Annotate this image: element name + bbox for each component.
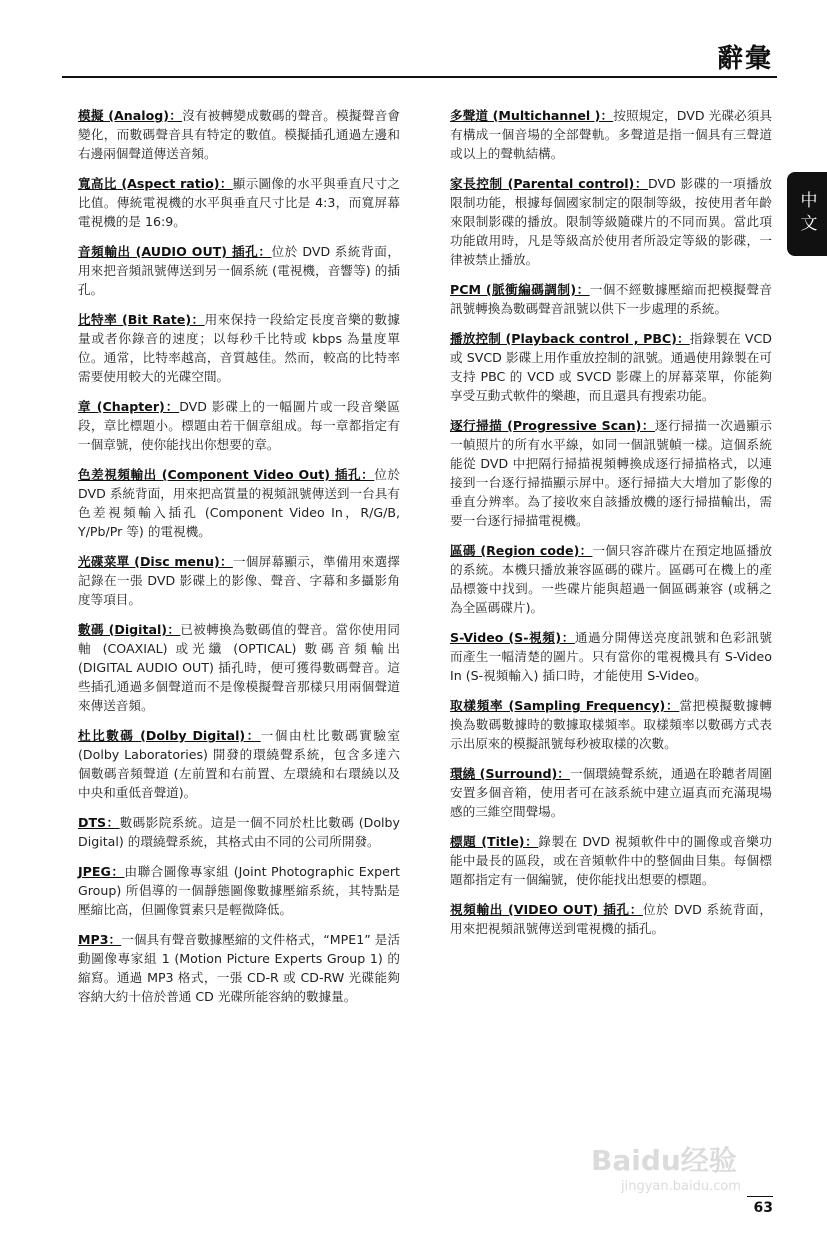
glossary-entry bbox=[450, 900, 772, 938]
glossary-term: 色差視頻輸出 (Component Video Out) 插孔： bbox=[78, 467, 375, 482]
glossary-definition: 沒有被轉變成數碼的聲音。模擬聲音會變化，而數碼聲音具有特定的數值。模擬插孔通過左邊和右邊兩個聲道傳送音頻。 bbox=[78, 108, 401, 161]
glossary-definition: 指錄製在 VCD 或 SVCD 影碟上用作重放控制的訊號。通過使用錄製在可支持 PBC 的 VCD 或 SVCD 影碟上的屏幕菜單，你能夠享受互動式軟件的樂趣，而且還具有搜索功能。 bbox=[450, 331, 772, 403]
glossary-definition: 當把模擬數據轉換為數碼數據時的數據取樣頻率。取樣頻率以數碼方式表示出原來的模擬訊號每秒被取樣的次數。 bbox=[450, 698, 773, 751]
page-title: 辭彙 bbox=[716, 44, 773, 74]
footer-rule bbox=[747, 1196, 773, 1197]
glossary-entry bbox=[450, 832, 772, 889]
header-rule bbox=[62, 76, 777, 78]
glossary-definition: 逐行掃描一次過顯示一幀照片的所有水平線，如同一個訊號幀一樣。這個系統能從 DVD 中把隔行掃描視頻轉換成逐行掃描格式，以連接到一台逐行掃描顯示屏中。逐行掃描大大增加了影像的垂直分辨率。為了接收來自該播放機的逐行掃描輸出，需要一台逐行掃描電視機。 bbox=[450, 418, 773, 528]
glossary-definition: 已被轉換為數碼值的聲音。當你使用同軸 (COAXIAL) 或光纖 (OPTICAL) 數碼音頻輸出 (DIGITAL AUDIO OUT) 插孔時，便可獲得數碼聲音。這些插孔通過多個聲道而不是像模擬聲音那樣只用兩個聲道來傳送音頻。 bbox=[78, 622, 401, 713]
glossary-entry bbox=[78, 552, 400, 609]
glossary-definition: 由聯合圖像專家組 (Joint Photographic Expert Group) 所倡導的一個靜態圖像數據壓縮系統，其特點是壓縮比高，但圖像質素只是輕微降低。 bbox=[78, 864, 400, 917]
glossary-entry bbox=[450, 280, 772, 318]
glossary-definition: 一個屏幕顯示，準備用來選擇記錄在一張 DVD 影碟上的影像、聲音、字幕和多攝影角度等項目。 bbox=[78, 554, 400, 607]
glossary-term: 環繞 (Surround)： bbox=[450, 766, 570, 781]
glossary-term: 標題 (Title)： bbox=[450, 834, 539, 849]
glossary-entry bbox=[78, 106, 400, 163]
glossary-definition: 一個不經數據壓縮而把模擬聲音訊號轉換為數碼聲音訊號以供下一步處理的系統。 bbox=[450, 282, 773, 316]
glossary-term: DTS： bbox=[78, 815, 120, 830]
glossary-term: JPEG： bbox=[78, 864, 125, 879]
glossary-entry bbox=[78, 174, 400, 231]
glossary-term: 光碟菜單 (Disc menu)： bbox=[78, 554, 233, 569]
glossary-term: 數碼 (Digital)： bbox=[78, 622, 181, 637]
glossary-entry bbox=[450, 329, 772, 405]
glossary-entry bbox=[78, 242, 400, 299]
glossary-definition: 通過分開傳送亮度訊號和色彩訊號而產生一幅清楚的圖片。只有當你的電視機具有 S-Video In (S-視頻輸入) 插口時，才能使用 S-Video。 bbox=[450, 630, 773, 683]
glossary-definition: 數碼影院系統。這是一個不同於杜比數碼 (Dolby Digital) 的環繞聲系統，其格式由不同的公司所開發。 bbox=[78, 815, 401, 849]
glossary-definition: 位於 DVD 系統背面，用來把高質量的視頻訊號傳送到一台具有色差視頻輸入插孔 (Component Video In，R/G/B, Y/Pb/Pr 等) 的電視機。 bbox=[78, 467, 401, 539]
glossary-term: 視頻輸出 (VIDEO OUT) 插孔： bbox=[450, 902, 643, 917]
watermark-brand: Baidu经验 bbox=[591, 1144, 737, 1177]
glossary-entry bbox=[450, 416, 772, 530]
glossary-definition: 一個具有聲音數據壓縮的文件格式，“MPE1” 是活動圖像專家組 1 (Motion Picture Experts Group 1) 的縮寫。通過 MP3 格式，一張 CD-R 或 CD-RW 光碟能夠容納大約十倍於普通 CD 光碟所能容納的數據量。 bbox=[78, 932, 401, 1004]
glossary-term: 音頻輸出 (AUDIO OUT) 插孔： bbox=[78, 244, 272, 259]
glossary-definition: 用來保持一段給定長度音樂的數據量或者你錄音的速度；以每秒千比特或 kbps 為量度單位。通常，比特率越高，音質越佳。然而，較高的比特率需要使用較大的光碟空間。 bbox=[78, 312, 400, 384]
glossary-entry bbox=[450, 106, 772, 163]
glossary-definition: DVD 影碟的一項播放限制功能，根據每個國家制定的限制等級，按使用者年齡來限制影碟的播放。限制等級隨碟片的不同而異。當此項功能啟用時，凡是等級高於使用者所設定等級的影碟，一律被禁止播放。 bbox=[450, 176, 772, 267]
glossary-entry bbox=[78, 930, 400, 1006]
glossary-term: 逐行掃描 (Progressive Scan)： bbox=[450, 418, 655, 433]
glossary-term: PCM (脈衝編碼調制)： bbox=[450, 282, 590, 297]
glossary-entry bbox=[78, 397, 400, 454]
glossary-term: MP3： bbox=[78, 932, 122, 947]
glossary-entry bbox=[78, 726, 400, 802]
glossary-entry bbox=[450, 696, 772, 753]
glossary-term: 比特率 (Bit Rate)： bbox=[78, 312, 205, 327]
glossary-term: 杜比數碼 (Dolby Digital)： bbox=[78, 728, 261, 743]
glossary-term: 章 (Chapter)： bbox=[78, 399, 180, 414]
glossary-definition: 一個只容許碟片在預定地區播放的系統。本機只播放兼容區碼的碟片。區碼可在機上的產品標簽中找到。一些碟片能與超過一個區碼兼容 (或稱之為全區碼碟片)。 bbox=[450, 543, 772, 615]
glossary-term: 模擬 (Analog)： bbox=[78, 108, 183, 123]
glossary-term: 取樣頻率 (Sampling Frequency)： bbox=[450, 698, 680, 713]
baidu-watermark-logo bbox=[587, 1138, 777, 1194]
glossary-right-column bbox=[450, 106, 772, 949]
glossary-entry bbox=[78, 813, 400, 851]
watermark-url: jingyan.baidu.com bbox=[621, 1179, 741, 1194]
glossary-entry bbox=[78, 310, 400, 386]
glossary-entry bbox=[78, 465, 400, 541]
glossary-term: 區碼 (Region code)： bbox=[450, 543, 593, 558]
glossary-entry bbox=[78, 862, 400, 919]
page-number: 63 bbox=[753, 1200, 773, 1216]
glossary-definition: DVD 影碟上的一幅圖片或一段音樂區段，章比標題小。標題由若干個章組成。每一章都指定有一個章號，使你能找出你想要的章。 bbox=[78, 399, 400, 452]
glossary-entry bbox=[78, 620, 400, 715]
glossary-term: S-Video (S-視頻)： bbox=[450, 630, 575, 645]
glossary-definition: 位於 DVD 系統背面，用來把音頻訊號傳送到另一個系統 (電視機，音響等) 的插孔。 bbox=[78, 244, 400, 297]
glossary-entry bbox=[450, 541, 772, 617]
glossary-term: 家長控制 (Parental control)： bbox=[450, 176, 649, 191]
glossary-definition: 一個環繞聲系統，通過在聆聽者周圍安置多個音箱，使用者可在該系統中建立逼真而充滿現場感的三維空間聲場。 bbox=[450, 766, 773, 819]
glossary-definition: 按照規定，DVD 光碟必須具有構成一個音場的全部聲軌。多聲道是指一個具有三聲道或以上的聲軌結構。 bbox=[450, 108, 772, 161]
glossary-definition: 位於 DVD 系統背面，用來把視頻訊號傳送到電視機的插孔。 bbox=[450, 902, 772, 936]
glossary-term: 寬高比 (Aspect ratio)： bbox=[78, 176, 233, 191]
glossary-entry bbox=[450, 764, 772, 821]
glossary-term: 播放控制 (Playback control , PBC)： bbox=[450, 331, 690, 346]
glossary-definition: 顯示圖像的水平與垂直尺寸之比值。傳統電視機的水平與垂直尺寸比是 4:3，而寬屏幕電視機的是 16:9。 bbox=[78, 176, 400, 229]
glossary-term: 多聲道 (Multichannel )： bbox=[450, 108, 614, 123]
glossary-entry bbox=[450, 628, 772, 685]
glossary-left-column bbox=[78, 106, 400, 1017]
glossary-definition: 錄製在 DVD 視頻軟件中的圖像或音樂功能中最長的區段，或在音頻軟件中的整個曲目集。每個標題都指定有一個編號，使你能找出想要的標題。 bbox=[450, 834, 772, 887]
glossary-entry bbox=[450, 174, 772, 269]
language-tab: 中文 bbox=[787, 172, 827, 256]
glossary-definition: 一個由杜比數碼實驗室 (Dolby Laboratories) 開發的環繞聲系統，包含多達六個數碼音頻聲道 (左前置和右前置、左環繞和右環繞以及中央和重低音聲道)。 bbox=[78, 728, 400, 800]
